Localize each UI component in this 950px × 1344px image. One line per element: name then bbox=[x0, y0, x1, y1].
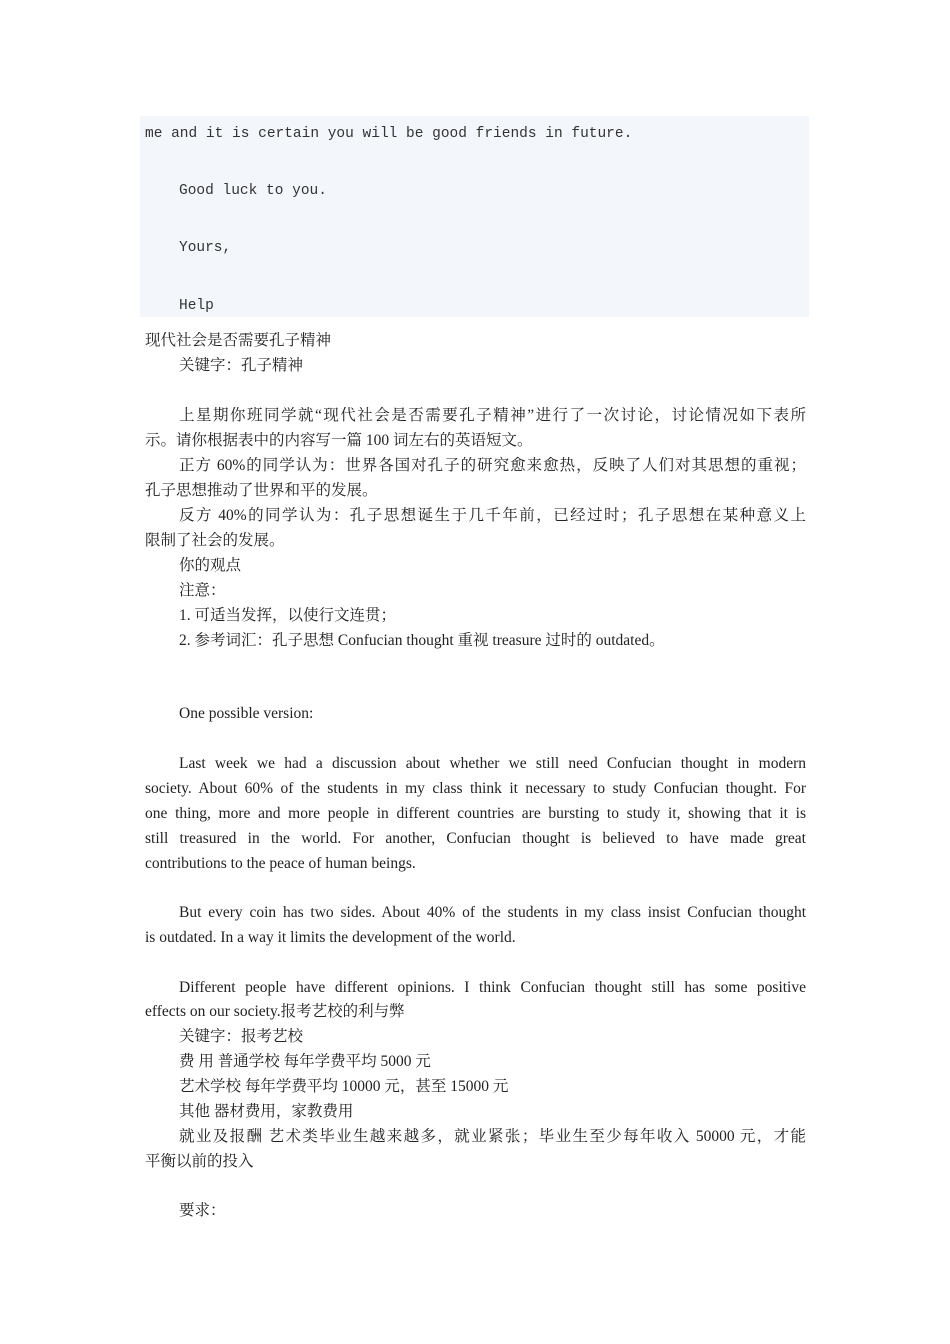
topic1-keywords: 关键字：孔子精神 bbox=[179, 357, 304, 374]
essay-para1: contributions to the peace of human beings. bbox=[145, 855, 416, 872]
letter-code-block bbox=[140, 116, 809, 317]
topic2-keywords: 关键字：报考艺校 bbox=[179, 1028, 304, 1045]
your-view: 你的观点 bbox=[179, 557, 242, 574]
letter-signoff: Yours, bbox=[179, 240, 232, 256]
con-text: 限制了社会的发展。 bbox=[145, 532, 285, 549]
essay-para2: But every coin has two sides. About 40% of the students in my class insist Confucian thought bbox=[179, 904, 806, 921]
cost-art: 艺术学校 每年学费平均 10000 元，甚至 15000 元 bbox=[179, 1078, 509, 1095]
pro-text: 正方 60%的同学认为：世界各国对孔子的研究愈来愈热，反映了人们对其思想的重视； bbox=[179, 457, 806, 474]
prompt-text: 示。请你根据表中的内容写一篇 100 词左右的英语短文。 bbox=[145, 432, 533, 449]
letter-line: me and it is certain you will be good friends in future. bbox=[145, 126, 633, 142]
other-costs: 其他 器材费用，家教费用 bbox=[179, 1103, 354, 1120]
cost-regular: 费 用 普通学校 每年学费平均 5000 元 bbox=[179, 1053, 431, 1070]
note-1: 1. 可适当发挥，以使行文连贯； bbox=[179, 607, 397, 624]
note-label: 注意： bbox=[179, 582, 226, 599]
essay-para1: still treasured in the world. For another, Confucian thought is believed to have made great bbox=[145, 830, 806, 847]
topic1-title: 现代社会是否需要孔子精神 bbox=[145, 332, 332, 349]
essay-para3: effects on our society.报考艺校的利与弊 bbox=[145, 1003, 405, 1020]
employment-text: 就业及报酬 艺术类毕业生越来越多，就业紧张；毕业生至少每年收入 50000 元，才能 bbox=[179, 1128, 806, 1145]
version-label: One possible version: bbox=[179, 705, 314, 722]
letter-closing: Good luck to you. bbox=[179, 183, 327, 199]
essay-para2: is outdated. In a way it limits the development of the world. bbox=[145, 929, 516, 946]
note-2: 2. 参考词汇：孔子思想 Confucian thought 重视 treasure 过时的 outdated。 bbox=[179, 632, 665, 649]
prompt-text: 上星期你班同学就“现代社会是否需要孔子精神”进行了一次讨论，讨论情况如下表所 bbox=[179, 407, 806, 424]
employment-text: 平衡以前的投入 bbox=[145, 1153, 254, 1170]
essay-para3: Different people have different opinions. I think Confucian thought still has some positive bbox=[179, 979, 806, 996]
letter-signature: Help bbox=[179, 298, 214, 314]
requirements-label: 要求： bbox=[179, 1202, 226, 1219]
essay-para1: society. About 60% of the students in my class think it necessary to study Confucian thought. For bbox=[145, 780, 806, 797]
con-text: 反方 40%的同学认为：孔子思想诞生于几千年前，已经过时；孔子思想在某种意义上 bbox=[179, 507, 806, 524]
pro-text: 孔子思想推动了世界和平的发展。 bbox=[145, 482, 378, 499]
essay-para1: one thing, more and more people in different countries are bursting to study it, showing that it is bbox=[145, 805, 806, 822]
essay-para1: Last week we had a discussion about whether we still need Confucian thought in modern bbox=[179, 755, 806, 772]
